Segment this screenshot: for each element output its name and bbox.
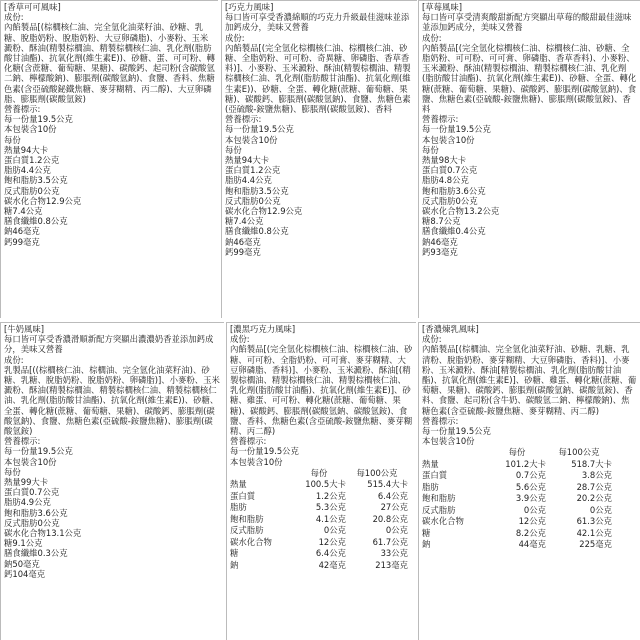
nutrition-table <box>230 468 408 572</box>
ingredients-text: 內餡製品[(棕櫚油、完全氫化油菜籽油、砂糖、乳糖、乳清粉、脫脂奶粉、麥芽糊精、大豆卵磷脂、香料)]、小麥粉、玉米澱粉、酥油[精製棕櫚油、乳化劑(脂肪酸甘油酯)、抗氧化劑(維生素E)]、砂糖、雞蛋、轉化糖(蔗糖、葡萄糖、果糖)、碳酸鈣、膨脹劑(碳酸氫鈉、碳酸氫銨)、香料、食鹽、起司粉(含牛奶、碳酸氫二鈉、檸檬酸鈉)、焦糖色素(含亞硫酸-銨鹽焦糖、麥芽糊精、丙二醇) <box>422 344 637 416</box>
per-100g: 0公克 <box>385 525 408 536</box>
per-serving: 4.1公克 <box>315 513 346 524</box>
nutrition-line: 反式脂肪0公克 <box>4 517 60 528</box>
table-row <box>230 514 408 526</box>
card-description: 每口皆可享受香濃滑順新配方突顯出濃濃奶香並添加鈣成分，美味又營養 <box>4 334 214 355</box>
card-title: [牛奶風味] <box>4 324 45 334</box>
nutrition-line: 碳水化合物12.9公克 <box>4 195 82 206</box>
nutrition-line: 每份 <box>4 134 21 145</box>
per-100g: 515.4大卡 <box>367 479 408 490</box>
ingredients-label: 成份: <box>230 334 250 345</box>
row-label: 飽和脂肪 <box>422 493 456 504</box>
nutrition-line: 蛋白質0.7公克 <box>422 165 478 176</box>
row-label: 脂肪 <box>422 481 439 492</box>
nutrition-line: 碳水化合物13.2公克 <box>422 206 500 217</box>
per-100g: 27公克 <box>380 502 408 513</box>
table-row <box>230 525 408 537</box>
card-description: 每口皆可享受香濃綿順的巧克力升級最佳滋味並添加鈣成分，美味又營養 <box>225 12 410 33</box>
nutrition-label: 營養標示: <box>230 436 267 447</box>
nutrition-line: 蛋白質1.2公克 <box>4 155 60 166</box>
nutrition-line: 熱量94大卡 <box>225 155 270 166</box>
table-row <box>422 505 612 517</box>
per-100g: 518.7大卡 <box>571 458 612 469</box>
card-dark-chocolate <box>226 322 416 640</box>
table-row <box>422 482 612 494</box>
nutrition-line: 糖7.4公克 <box>225 216 264 227</box>
nutrition-line: 本包裝含10份 <box>230 456 283 467</box>
table-row <box>422 539 612 551</box>
per-100g: 42.1公克 <box>576 527 612 538</box>
nutrition-line: 熱量99大卡 <box>4 477 49 488</box>
nutrition-line: 碳水化合物13.1公克 <box>4 528 82 539</box>
row-label: 飽和脂肪 <box>230 513 264 524</box>
nutrition-line: 反式脂肪0公克 <box>225 195 281 206</box>
ingredients-text: 內餡製品[(完全氫化棕櫚核仁油、棕櫚核仁油、砂糖、可可粉、全脂奶粉、可可膏、麥芽糊精、大豆卵磷脂、香料)]、小麥粉、玉米澱粉、酥油[(精製棕櫚油、精製棕櫚核仁油、精製棕櫚核仁油、乳化劑(脂肪酸甘油酯)、抗氧化劑(維生素E)]、砂糖、雞蛋、可可粉、轉化糖(蔗糖、葡萄糖、果糖)、碳酸鈣、膨脹劑(碳酸氫鈉、碳酸氫銨)、食鹽、香料、焦糖色素(含亞硫酸-銨鹽焦糖、麥芽糊精、丙二醇) <box>230 344 413 437</box>
nutrition-line: 飽和脂肪3.6公克 <box>422 185 486 196</box>
nutrition-line: 反式脂肪0公克 <box>422 195 478 206</box>
table-row <box>422 493 612 505</box>
row-label: 碳水化合物 <box>422 516 464 527</box>
nutrition-line: 飽和脂肪3.6公克 <box>4 507 68 518</box>
table-header-row <box>422 447 612 459</box>
nutrition-label: 營養標示: <box>4 104 41 115</box>
ingredients-text: 乳製品[((棕櫚核仁油、棕櫚油、完全氫化油菜籽油)、砂糖、乳糖、脫脂奶粉、脫脂奶粉、卵磷脂)]、小麥粉、玉米澱粉、酥油(精製棕櫚油、精製棕櫚核仁油、精製棕櫚核仁油、乳化劑(脂肪酸甘油酯)、抗氧化劑(維生素E))、砂糖、全蛋、轉化糖(蔗糖、葡萄糖、果糖)、碳酸鈣、膨脹劑(碳酸氫鈉)、食鹽、焦糖色素(亞硫酸-銨鹽焦糖)、膨脹劑(碳酸氫銨) <box>4 364 220 437</box>
nutrition-line: 每一份量19.5公克 <box>230 446 299 457</box>
nutrition-line: 每一份量19.5公克 <box>4 446 73 457</box>
table-row <box>230 491 408 503</box>
per-100g: 61.3公克 <box>576 516 612 527</box>
row-label: 碳水化合物 <box>230 536 272 547</box>
table-header: 每100公克 <box>356 467 398 478</box>
nutrition-line: 鈣104毫克 <box>4 568 46 579</box>
per-100g: 6.4公克 <box>377 490 408 501</box>
per-serving: 44毫克 <box>518 539 546 550</box>
card-vanilla-cocoa <box>0 0 218 318</box>
nutrition-line: 飽和脂肪3.5公克 <box>4 175 68 186</box>
nutrition-line: 糖8.7公克 <box>422 216 461 227</box>
card-title: [草莓風味] <box>422 2 463 12</box>
nutrition-line: 膳食纖維0.4公克 <box>422 226 486 237</box>
per-serving: 5.3公克 <box>315 502 346 513</box>
nutrition-line: 鈉46毫克 <box>4 226 40 237</box>
per-100g: 20.2公克 <box>576 493 612 504</box>
nutrition-line: 本包裝含10份 <box>4 124 57 135</box>
nutrition-line: 蛋白質0.7公克 <box>4 487 60 498</box>
card-condensed-milk <box>418 322 640 640</box>
card-title: [香濃煉乳風味] <box>422 324 479 334</box>
per-serving: 5.6公克 <box>515 481 546 492</box>
per-serving: 0.7公克 <box>515 470 546 481</box>
row-label: 蛋白質 <box>422 470 448 481</box>
per-serving: 12公克 <box>518 516 546 527</box>
table-header <box>422 447 488 459</box>
nutrition-line: 鈉50毫克 <box>4 558 40 569</box>
table-header: 每100公克 <box>558 447 600 458</box>
nutrition-line: 反式脂肪0公克 <box>4 185 60 196</box>
row-label: 鈉 <box>422 539 431 550</box>
per-100g: 28.7公克 <box>576 481 612 492</box>
table-row <box>230 479 408 491</box>
ingredients-text: 內餡製品[(完全氫化棕櫚核仁油、棕櫚核仁油、砂糖、全脂奶粉、可可粉、可可膏、卵磷脂、香草香料)、小麥粉、玉米澱粉、酥油(精製棕櫚油、精製棕櫚核仁油、乳化劑(脂肪酸甘油酯)、抗氧化劑(維生素E))、砂糖、全蛋、轉化糖(蔗糖、葡萄糖、果糖)、碳酸鈣、膨脹劑(碳酸氫鈉)、食鹽、焦糖色素(亞硫酸-銨鹽焦糖)、膨脹劑(碳酸氫銨)、香料 <box>422 42 637 115</box>
table-row <box>230 502 408 514</box>
card-strawberry <box>418 0 640 318</box>
per-100g: 213毫克 <box>375 559 408 570</box>
row-label: 熱量 <box>230 479 247 490</box>
per-serving: 8.2公克 <box>515 527 546 538</box>
table-row <box>230 548 408 560</box>
nutrition-line: 脂肪4.8公克 <box>422 175 469 186</box>
nutrition-line: 鈉46毫克 <box>422 236 458 247</box>
ingredients-label: 成份: <box>422 32 442 43</box>
table-header <box>230 468 292 480</box>
per-100g: 61.7公克 <box>372 536 408 547</box>
table-header: 每份 <box>508 447 526 458</box>
per-serving: 101.2大卡 <box>505 458 546 469</box>
nutrition-line: 糖7.4公克 <box>4 206 43 217</box>
nutrition-line: 本包裝含10份 <box>422 436 475 447</box>
nutrition-line: 每一份量19.5公克 <box>225 124 294 135</box>
table-row <box>230 560 408 572</box>
nutrition-line: 每份 <box>4 466 21 477</box>
card-milk <box>0 322 224 640</box>
table-row <box>230 537 408 549</box>
table-header-row <box>230 468 408 480</box>
nutrition-line: 本包裝含10份 <box>225 134 278 145</box>
nutrition-label: 營養標示: <box>4 436 41 447</box>
row-label: 脂肪 <box>230 502 247 513</box>
per-serving: 42毫克 <box>318 559 346 570</box>
card-title: [香草可可風味] <box>4 2 61 12</box>
nutrition-line: 本包裝含10份 <box>422 134 475 145</box>
nutrition-line: 每一份量19.5公克 <box>422 124 491 135</box>
nutrition-line: 鈣99毫克 <box>4 236 40 247</box>
nutrition-line: 膳食纖維0.8公克 <box>225 226 289 237</box>
ingredients-text: 內餡製品[(完全氫化棕櫚核仁油、棕櫚核仁油、砂糖、全脂奶粉、可可粉、奇異糖、卵磷脂、香草香料)]、小麥粉、玉米澱粉、酥油(精製棕櫚油、精製棕櫚核仁油、乳化劑(脂肪酸甘油酯)、抗氧化劑(維生素E))、砂糖、全蛋、轉化糖(蔗糖、葡萄糖、果糖)、碳酸鈣、膨脹劑(碳酸氫鈉)、食鹽、焦糖色素(亞硫酸-銨鹽焦糖)、膨脹劑(碳酸氫銨)、香料 <box>225 42 411 115</box>
nutrition-label: 營養標示: <box>422 415 459 426</box>
row-label: 鈉 <box>230 559 239 570</box>
per-serving: 0公克 <box>523 504 546 515</box>
row-label: 反式脂肪 <box>422 504 456 515</box>
table-row <box>422 459 612 471</box>
row-label: 蛋白質 <box>230 490 256 501</box>
nutrition-line: 糖9.1公克 <box>4 538 43 549</box>
nutrition-line: 膳食纖維0.8公克 <box>4 216 68 227</box>
per-serving: 0公克 <box>323 525 346 536</box>
nutrition-line: 每份 <box>225 144 242 155</box>
table-row <box>422 470 612 482</box>
nutrition-line: 膳食纖維0.3公克 <box>4 548 68 559</box>
row-label: 糖 <box>422 527 431 538</box>
nutrition-line: 蛋白質1.2公克 <box>225 165 281 176</box>
nutrition-line: 脂肪4.4公克 <box>4 165 51 176</box>
per-serving: 1.2公克 <box>315 490 346 501</box>
card-title: [濃黑巧克力風味] <box>230 324 296 334</box>
nutrition-table <box>422 447 612 551</box>
nutrition-line: 鈣93毫克 <box>422 246 458 257</box>
ingredients-label: 成份: <box>4 354 24 365</box>
per-serving: 100.5大卡 <box>305 479 346 490</box>
card-description: 每口皆可享受清爽酸甜新配方突顯出草莓的酸甜最佳滋味並添加鈣成分，美味又營養 <box>422 12 632 33</box>
per-serving: 3.9公克 <box>515 493 546 504</box>
per-100g: 3.8公克 <box>581 470 612 481</box>
table-row <box>422 528 612 540</box>
ingredients-label: 成份: <box>4 12 24 23</box>
per-100g: 225毫克 <box>579 539 612 550</box>
per-serving: 12公克 <box>318 536 346 547</box>
card-chocolate <box>221 0 417 318</box>
row-label: 糖 <box>230 548 239 559</box>
nutrition-line: 本包裝含10份 <box>4 456 57 467</box>
nutrition-line: 脂肪4.4公克 <box>225 175 272 186</box>
ingredients-label: 成份: <box>422 334 442 345</box>
per-serving: 6.4公克 <box>315 548 346 559</box>
nutrition-line: 飽和脂肪3.5公克 <box>225 185 289 196</box>
card-title: [巧克力風味] <box>225 2 274 12</box>
nutrition-line: 碳水化合物12.9公克 <box>225 206 303 217</box>
nutrition-line: 每份 <box>422 144 439 155</box>
per-100g: 20.8公克 <box>372 513 408 524</box>
ingredients-label: 成份: <box>225 32 245 43</box>
nutrition-line: 熱量98大卡 <box>422 155 467 166</box>
row-label: 熱量 <box>422 458 439 469</box>
nutrition-line: 每一份量19.5公克 <box>4 114 73 125</box>
nutrition-label: 營養標示: <box>225 114 262 125</box>
per-100g: 33公克 <box>380 548 408 559</box>
table-row <box>422 516 612 528</box>
nutrition-line: 鈉46毫克 <box>225 236 261 247</box>
ingredients-text: 內餡製品[(棕櫚核仁油、完全氫化油菜籽油、砂糖、乳糖、脫脂奶粉、脫脂奶粉、大豆卵磷脂)、小麥粉、玉米澱粉、酥油(精製棕櫚油、精製棕櫚核仁油、乳化劑(脂肪酸甘油酯)、抗氧化劑(維生素E))、砂糖、蛋、可可粉、轉化糖(含蔗糖、葡萄糖、果糖)、碳酸鈣、起司粉(含碳酸氫二鈉、檸檬酸鈉)、膨脹劑(碳酸氫鈉)、食鹽、香料、焦糖色素(含亞硫酸鉍鐵焦糖、麥芽糊精、丙二醇)、大豆卵磷脂、膨脹劑(碳酸氫銨) <box>4 22 215 104</box>
nutrition-label: 營養標示: <box>422 114 459 125</box>
nutrition-line: 脂肪4.9公克 <box>4 497 51 508</box>
row-label: 反式脂肪 <box>230 525 264 536</box>
nutrition-line: 熱量94大卡 <box>4 144 49 155</box>
per-100g: 0公克 <box>589 504 612 515</box>
table-header: 每份 <box>310 467 328 478</box>
nutrition-line: 每一份量19.5公克 <box>422 426 491 437</box>
nutrition-line: 鈣99毫克 <box>225 246 261 257</box>
